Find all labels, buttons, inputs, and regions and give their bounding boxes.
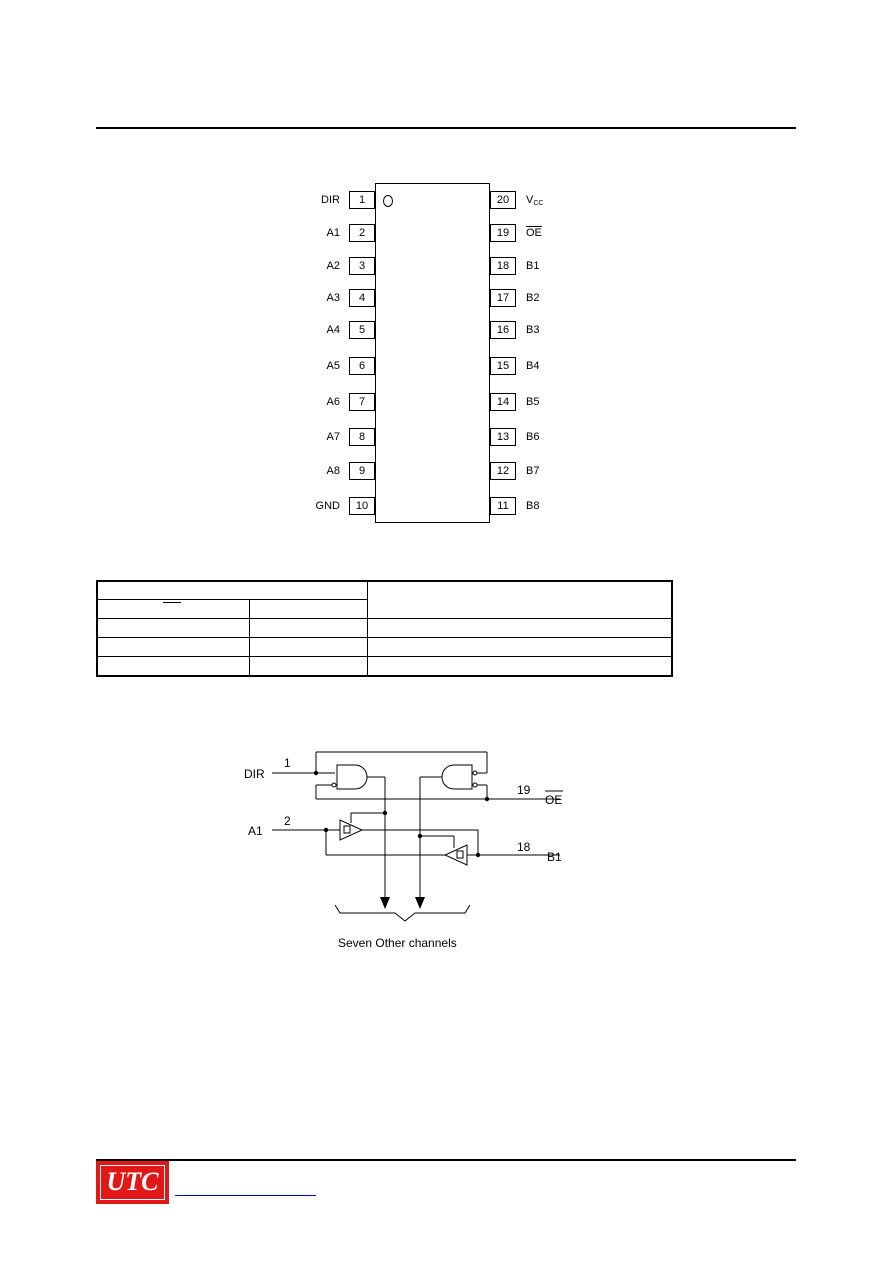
logic-caption: Seven Other channels xyxy=(338,936,457,950)
pin-number-left: 3 xyxy=(349,257,375,275)
oe-label: OE xyxy=(545,793,563,807)
pin-number-left: 9 xyxy=(349,462,375,480)
pin-number-left: 5 xyxy=(349,321,375,339)
pin-label-right: B7 xyxy=(526,465,540,477)
oe-pin-number: 19 xyxy=(517,783,531,797)
pin-number-right: 12 xyxy=(490,462,516,480)
table-row xyxy=(97,657,672,677)
pin-label-right: $\overline{OE}$ xyxy=(526,227,542,239)
footer-rule xyxy=(96,1159,796,1161)
utc-logo xyxy=(96,1161,169,1204)
table-header-operation xyxy=(368,581,672,619)
pin-number-left: 6 xyxy=(349,357,375,375)
table-header-dir xyxy=(250,600,368,619)
pin-number-right: 14 xyxy=(490,393,516,411)
pin-label-left: A3 xyxy=(326,292,340,304)
pin-label-left: A2 xyxy=(326,260,340,272)
pin-label-left: A8 xyxy=(326,465,340,477)
pin-number-right: 15 xyxy=(490,357,516,375)
b1-pin-number: 18 xyxy=(517,840,531,854)
pin-number-left: 4 xyxy=(349,289,375,307)
pin-label-left: A6 xyxy=(326,396,340,408)
pin-label-left: DIR xyxy=(321,194,340,206)
pin-number-right: 19 xyxy=(490,224,516,242)
dir-pin-number: 1 xyxy=(284,756,291,770)
pin-number-right: 13 xyxy=(490,428,516,446)
pin-label-right: B6 xyxy=(526,431,540,443)
chip-body xyxy=(375,183,490,523)
pin-label-right: B4 xyxy=(526,360,540,372)
pin-label-left: A1 xyxy=(326,227,340,239)
pin-number-right: 18 xyxy=(490,257,516,275)
pin-label-left: A4 xyxy=(326,324,340,336)
pin-label-right: B8 xyxy=(526,500,540,512)
pin-number-right: 17 xyxy=(490,289,516,307)
pin-label-right: B2 xyxy=(526,292,540,304)
pin-label-right xyxy=(526,194,543,210)
pin-number-right: 11 xyxy=(490,497,516,515)
pin-label-right: B5 xyxy=(526,396,540,408)
table-row xyxy=(97,619,672,638)
a1-label: A1 xyxy=(248,824,263,838)
header-rule xyxy=(96,127,796,129)
dir-label: DIR xyxy=(244,767,265,781)
website-link-underline[interactable] xyxy=(175,1195,316,1196)
pin-number-left: 7 xyxy=(349,393,375,411)
pin-label-right: B1 xyxy=(526,260,540,272)
pin-number-left: 2 xyxy=(349,224,375,242)
a1-pin-number: 2 xyxy=(284,814,291,828)
function-table xyxy=(96,580,673,677)
pin-label-right: B3 xyxy=(526,324,540,336)
table-header-inputs xyxy=(97,581,368,600)
pin-number-right: 20 xyxy=(490,191,516,209)
pin-number-left: 1 xyxy=(349,191,375,209)
pin-number-left: 10 xyxy=(349,497,375,515)
pin-label-left: A7 xyxy=(326,431,340,443)
pin-number-right: 16 xyxy=(490,321,516,339)
logo-text: UTC xyxy=(106,1167,159,1196)
table-row xyxy=(97,638,672,657)
b1-label: B1 xyxy=(547,850,562,864)
pin-label-left: GND xyxy=(315,500,340,512)
pin-label-sub: CC xyxy=(533,200,544,207)
pin-label-left: A5 xyxy=(326,360,340,372)
pin-number-left: 8 xyxy=(349,428,375,446)
pin1-notch-icon xyxy=(383,195,393,207)
table-header-oe xyxy=(97,600,250,619)
logic-diagram xyxy=(230,745,590,955)
pin-label-main: V xyxy=(526,194,534,206)
